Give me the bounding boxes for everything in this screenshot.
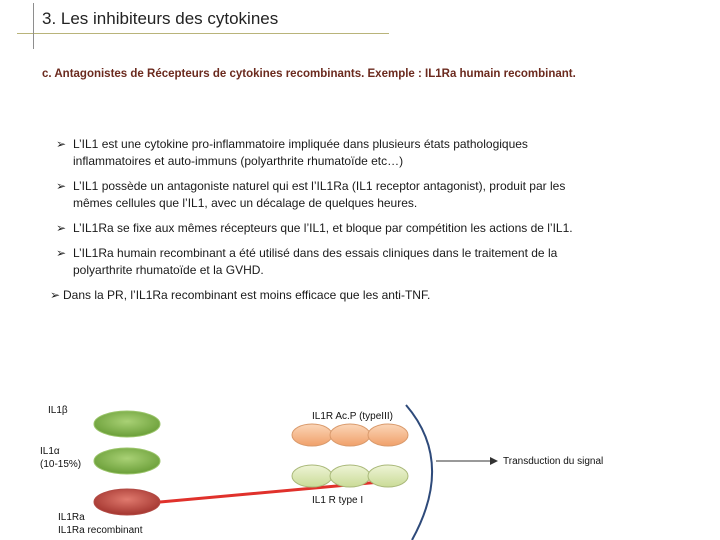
acp-receptor-label: IL1R Ac.P (typeIII) (312, 411, 393, 422)
bullet-line: mêmes cellules que l’IL1, avec un décalage de quelques heures. (73, 196, 418, 210)
transduction-label: Transduction du signal (503, 456, 604, 467)
bullet-line: L’IL1Ra se fixe aux mêmes récepteurs que l’IL1, et bloque par compétition les actions de l’IL1. (73, 221, 573, 235)
arrow-bullet-icon: ➢ (56, 221, 67, 235)
bullet-line: L’IL1 possède un antagoniste naturel qui est l’IL1Ra (IL1 receptor antagonist), produit par les (73, 179, 566, 193)
bullet-line: L’IL1 est une cytokine pro-inflammatoire impliquée dans plusieurs états pathologiques (73, 137, 528, 151)
arrow-bullet-icon: ➢ (56, 137, 67, 151)
il1b-label: IL1β (48, 405, 68, 416)
il1ra-label: IL1Ra (58, 512, 85, 523)
il1a-percent-label: (10-15%) (40, 459, 82, 470)
bullet-line: inflammatoires et auto-immuns (polyarthrite rhumatoïde etc…) (73, 154, 404, 168)
cell-membrane (406, 405, 432, 540)
signal-arrowhead-icon (490, 457, 498, 465)
slide-title: 3. Les inhibiteurs des cytokines (42, 9, 279, 28)
acp-receptor-segment (292, 424, 332, 446)
il1ra-ligand (94, 489, 160, 515)
il1a-label: IL1α (40, 446, 60, 457)
arrow-bullet-icon: ➢ (50, 288, 61, 302)
r1-receptor-label: IL1 R type I (312, 495, 364, 506)
il1ra-recombinant-label: IL1Ra recombinant (58, 525, 143, 536)
r1-receptor-segment (368, 465, 408, 487)
r1-receptor-segment (330, 465, 370, 487)
acp-receptor-segment (330, 424, 370, 446)
arrow-bullet-icon: ➢ (56, 246, 67, 260)
bullet-line: polyarthrite rhumatoïde et la GVHD. (73, 263, 264, 277)
slide-subtitle: c. Antagonistes de Récepteurs de cytokines recombinants. Exemple : IL1Ra humain recombinant. (42, 68, 576, 80)
acp-receptor-segment (368, 424, 408, 446)
il1b-ligand (94, 411, 160, 437)
inhibition-line (160, 480, 403, 502)
il1a-ligand (94, 448, 160, 474)
bullet-line: L’IL1Ra humain recombinant a été utilisé dans des essais cliniques dans le traitement de la (73, 246, 558, 260)
arrow-bullet-icon: ➢ (56, 179, 67, 193)
r1-receptor-segment (292, 465, 332, 487)
bullet-line: Dans la PR, l’IL1Ra recombinant est moins efficace que les anti-TNF. (63, 288, 431, 302)
